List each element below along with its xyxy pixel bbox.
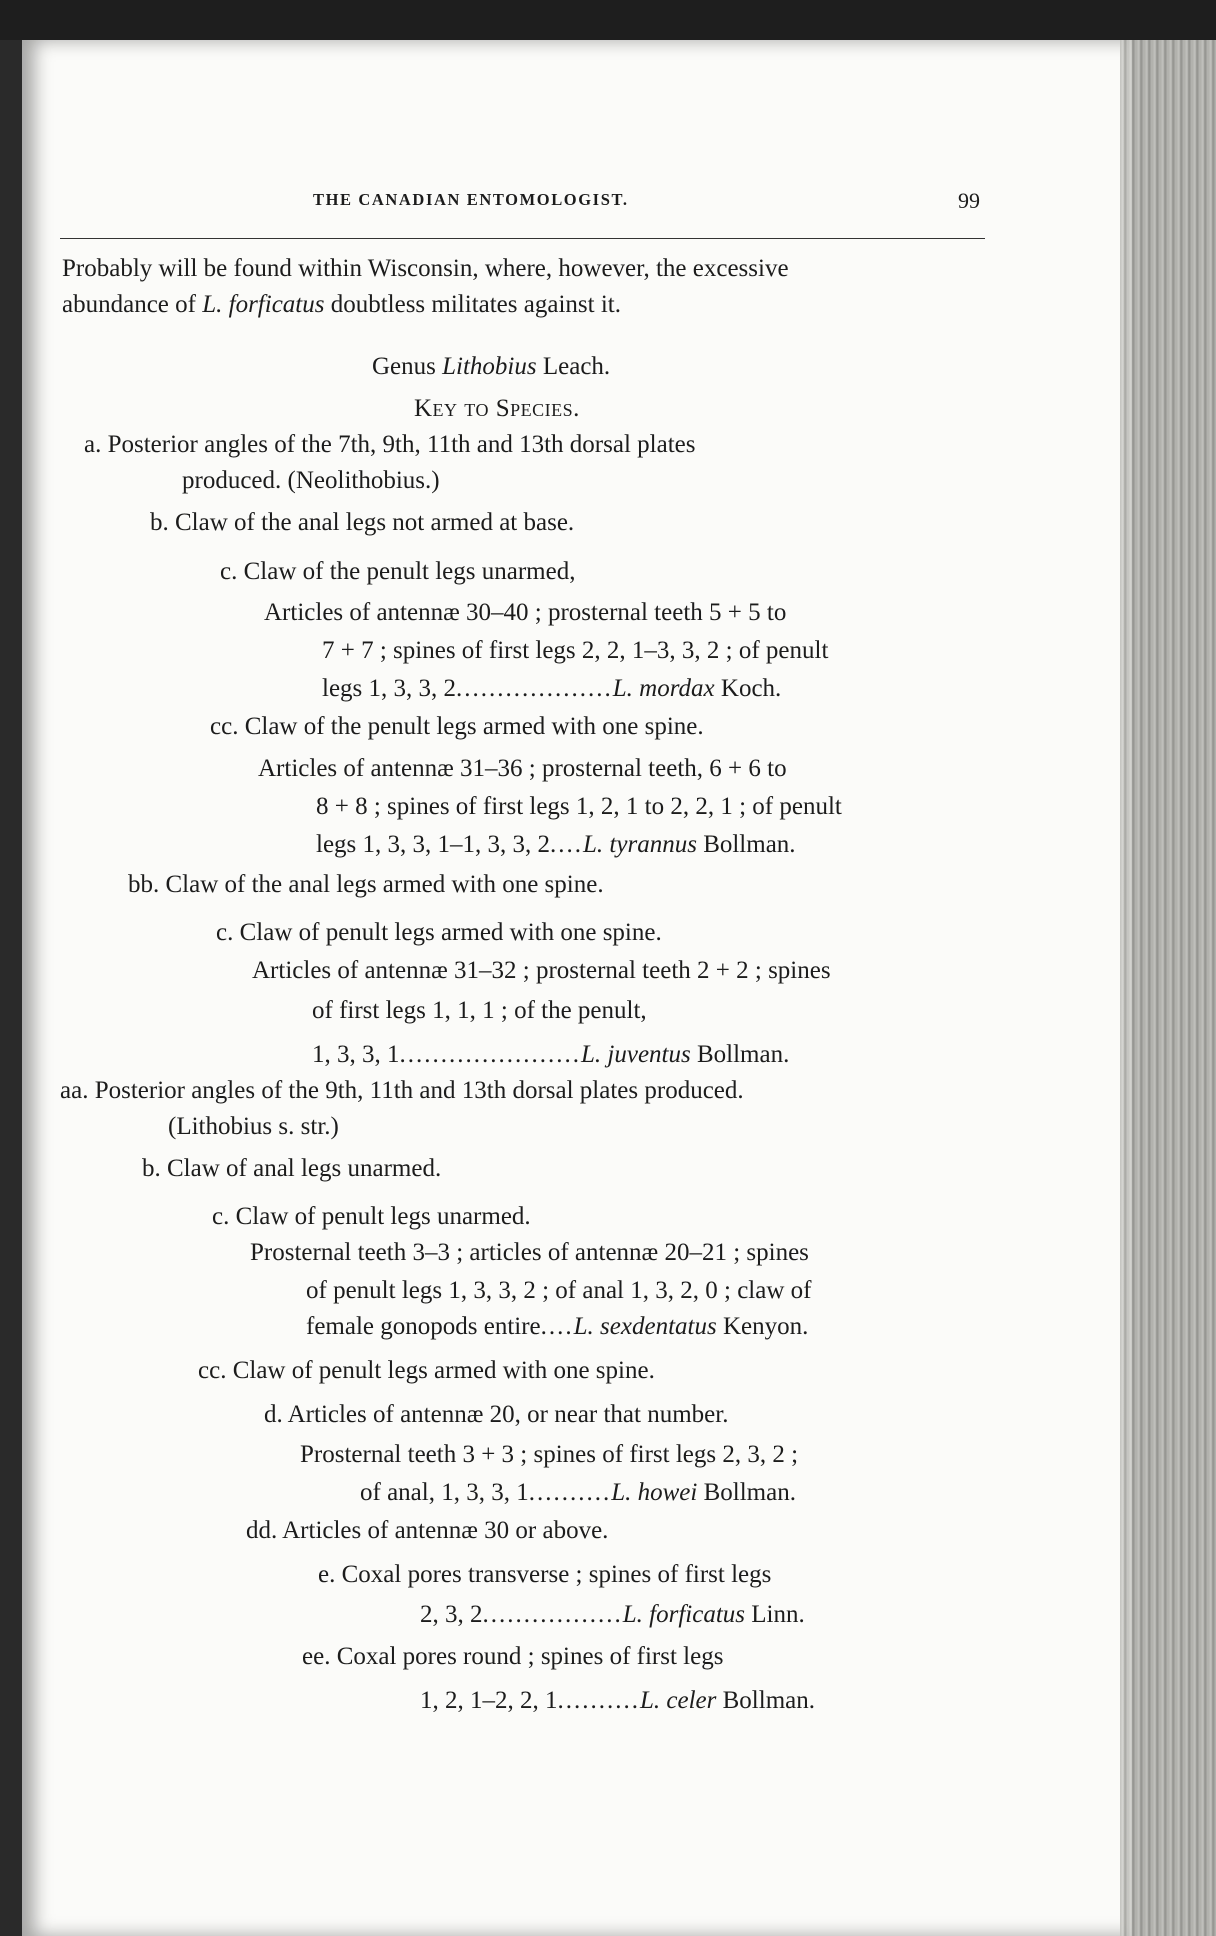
page-header [58,190,988,230]
key-line-b: b. Claw of the anal legs not armed at base. [150,509,575,536]
species-name: L. forficatus [622,1601,745,1628]
species-name: L. mordax [612,675,715,702]
species-name: L. juventus [581,1041,691,1068]
running-title: THE CANADIAN ENTOMOLOGIST. [313,190,629,209]
key-line-b: b. Claw of anal legs unarmed. [142,1155,442,1182]
key-line-a: a. Posterior angles of the 7th, 9th, 11th and 13th dorsal plates [84,431,696,458]
page-number: 99 [958,188,980,213]
key-species-line: legs 1, 3, 3, 1–1, 3, 3, 2....L. tyrannus Bollman. [316,831,796,858]
intro-line-1: Probably will be found within Wisconsin, where, however, the excessive [62,255,789,282]
key-desc-line: 7 + 7 ; spines of first legs 2, 2, 1–3, 3, 2 ; of penult [322,637,829,664]
key-line-dd: dd. Articles of antennæ 30 or above. [246,1517,609,1544]
species-name: L. forficatus [202,291,325,318]
key-line-a-cont: produced. (Neolithobius.) [182,467,440,494]
genus-heading: Genus Lithobius Leach. [372,353,611,380]
key-species-line: legs 1, 3, 3, 2...................L. mordax Koch. [322,675,782,702]
key-line-e: e. Coxal pores transverse ; spines of first legs [318,1561,772,1588]
key-species-line: female gonopods entire....L. sexdentatus Kenyon. [306,1313,809,1340]
scan-background-top [0,0,1216,40]
key-line-aa: aa. Posterior angles of the 9th, 11th and 13th dorsal plates produced. [60,1077,744,1104]
key-line-d: d. Articles of antennæ 20, or near that number. [264,1401,729,1428]
key-line-c: c. Claw of penult legs unarmed. [212,1203,531,1230]
page-edge-shadow [1120,40,1216,1936]
key-line-cc: cc. Claw of the penult legs armed with one spine. [210,713,704,740]
species-name: L. celer [640,1687,717,1714]
key-line-ee: ee. Coxal pores round ; spines of first legs [302,1643,724,1670]
key-line-c: c. Claw of penult legs armed with one spine. [216,919,662,946]
key-species-line: of anal, 1, 3, 3, 1..........L. howei Bollman. [360,1479,796,1506]
key-line-cc: cc. Claw of penult legs armed with one spine. [198,1357,655,1384]
key-desc-line: Articles of antennæ 30–40 ; prosternal teeth 5 + 5 to [264,599,787,626]
key-species-line: 2, 3, 2.................L. forficatus Linn. [420,1601,805,1628]
key-desc-line: Articles of antennæ 31–36 ; prosternal teeth, 6 + 6 to [258,755,787,782]
key-desc-line: Prosternal teeth 3–3 ; articles of antennæ 20–21 ; spines [250,1239,809,1266]
key-desc-line: of first legs 1, 1, 1 ; of the penult, [312,997,647,1024]
key-title: Key to Species. [414,395,580,422]
key-line-aa-cont: (Lithobius s. str.) [168,1113,339,1140]
key-desc-line: Articles of antennæ 31–32 ; prosternal teeth 2 + 2 ; spines [252,957,831,984]
species-name: L. sexdentatus [573,1313,717,1340]
species-name: L. howei [611,1479,698,1506]
key-desc-line: of penult legs 1, 3, 3, 2 ; of anal 1, 3, 2, 0 ; claw of [306,1277,812,1304]
intro-line-2: abundance of L. forficatus doubtless militates against it. [62,291,621,318]
key-line-bb: bb. Claw of the anal legs armed with one spine. [128,871,604,898]
key-desc-line: Prosternal teeth 3 + 3 ; spines of first legs 2, 3, 2 ; [300,1441,799,1468]
header-rule [60,238,985,239]
key-species-line: 1, 3, 3, 1......................L. juventus Bollman. [312,1041,790,1068]
species-name: L. tyrannus [583,831,697,858]
key-line-c: c. Claw of the penult legs unarmed, [220,558,576,585]
key-species-line: 1, 2, 1–2, 2, 1..........L. celer Bollman. [420,1687,815,1714]
key-desc-line: 8 + 8 ; spines of first legs 1, 2, 1 to 2, 2, 1 ; of penult [316,793,842,820]
